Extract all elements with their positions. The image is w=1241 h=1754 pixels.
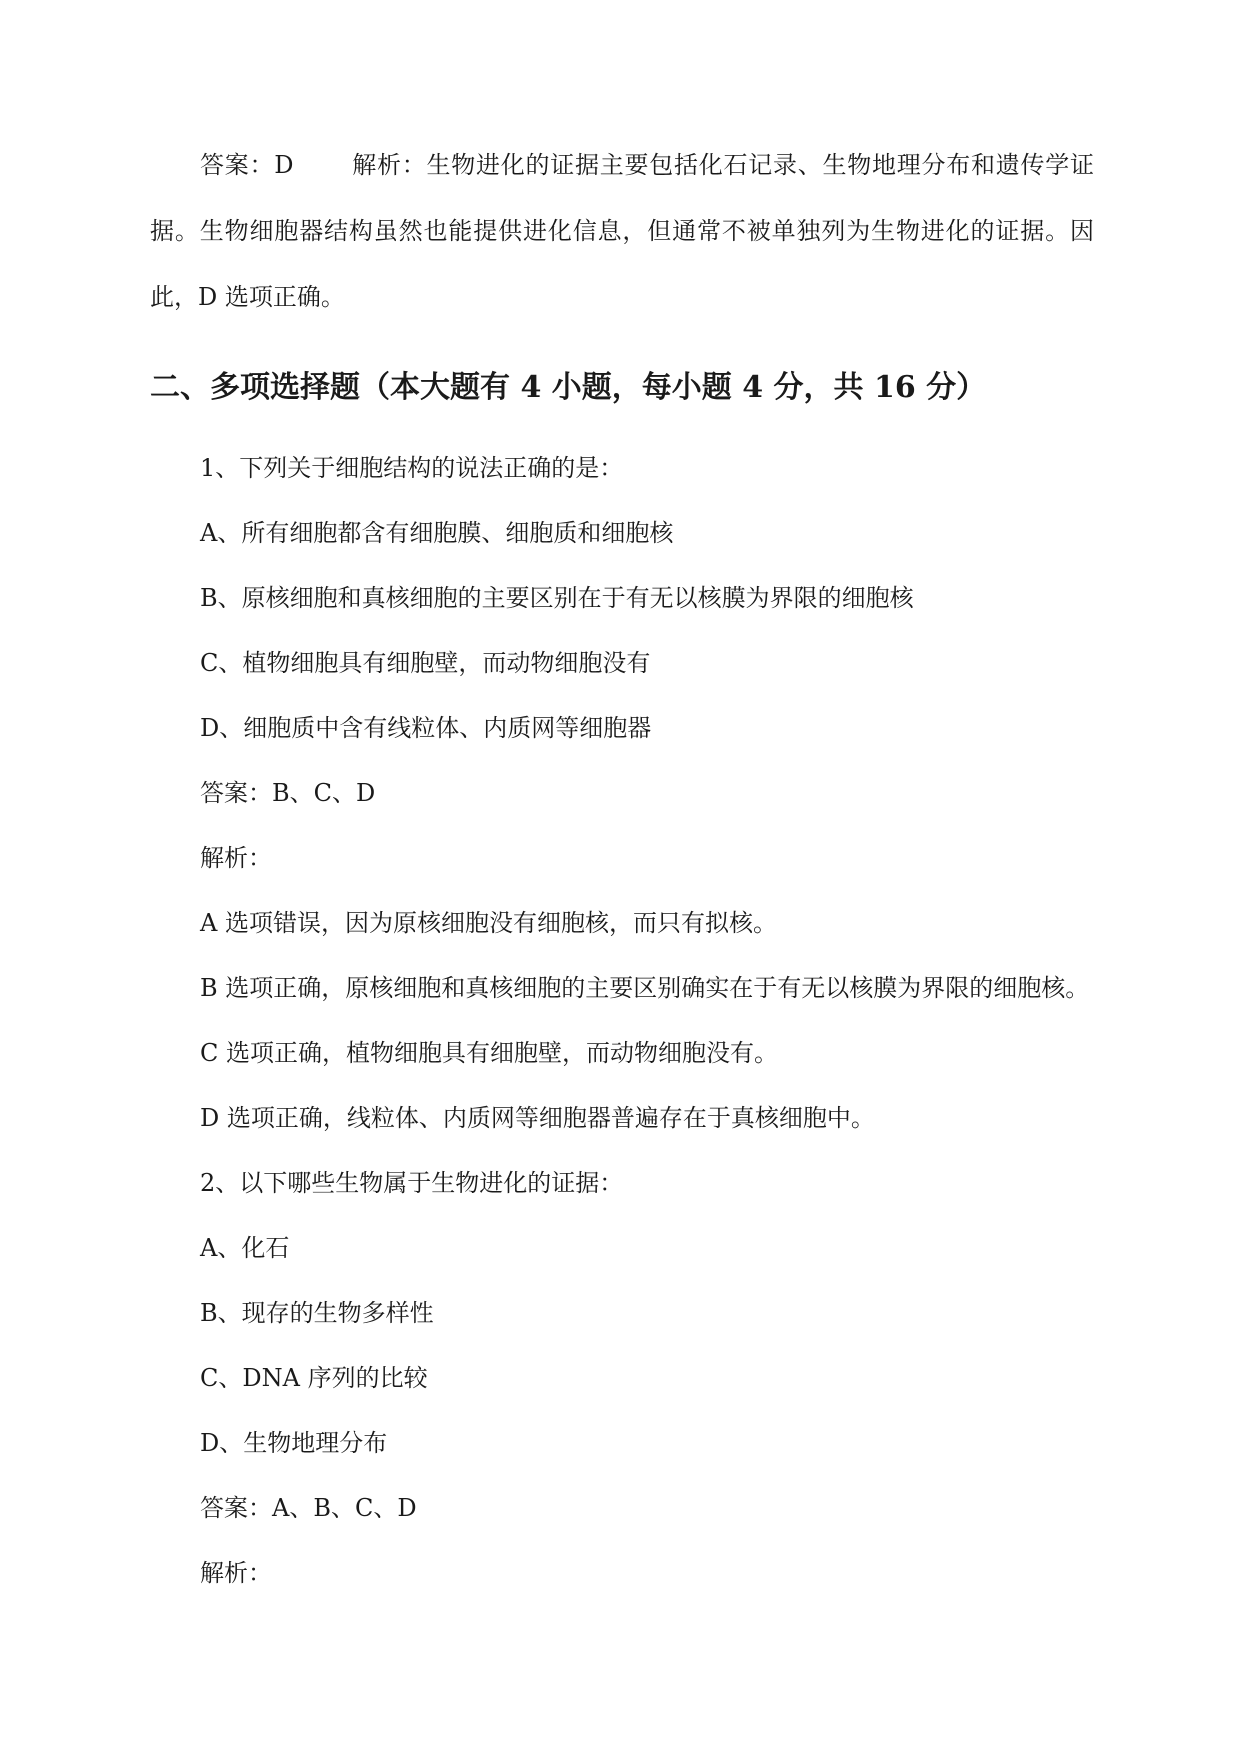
prev-answer: 答案：D (200, 151, 294, 179)
q2-option-c: C、DNA 序列的比较 (200, 1364, 428, 1392)
q1-stem: 1、下列关于细胞结构的说法正确的是： (200, 454, 624, 482)
section-title: 二、多项选择题（本大题有 4 小题，每小题 4 分，共 16 分） (150, 370, 987, 405)
q1-option-a: A、所有细胞都含有细胞膜、细胞质和细胞核 (200, 519, 674, 547)
q1-analysis-a: A 选项错误，因为原核细胞没有细胞核，而只有拟核。 (200, 909, 777, 937)
q2-option-a: A、化石 (200, 1234, 290, 1262)
q1-option-c: C、植物细胞具有细胞壁，而动物细胞没有 (200, 649, 651, 677)
q1-analysis-b: B 选项正确，原核细胞和真核细胞的主要区别确实在于有无以核膜为界限的细胞核。 (200, 974, 1090, 1002)
q2-analysis-label: 解析： (200, 1559, 272, 1587)
q2-option-d: D、生物地理分布 (200, 1429, 388, 1457)
q2-option-b: B、现存的生物多样性 (200, 1299, 434, 1327)
prev-analysis: 解析：生物进化的证据主要包括化石记录、生物地理分布和遗传学证据。生物细胞器结构虽然也能提供进化信息，但通常不被单独列为生物进化的证据。因此，D 选项正确。 (150, 151, 1094, 311)
prev-answer-paragraph (150, 132, 1094, 330)
q1-option-d: D、细胞质中含有线粒体、内质网等细胞器 (200, 714, 652, 742)
q1-analysis-c: C 选项正确，植物细胞具有细胞壁，而动物细胞没有。 (200, 1039, 778, 1067)
q2-answer: 答案：A、B、C、D (200, 1494, 417, 1522)
q1-analysis-label: 解析： (200, 844, 272, 872)
q1-answer: 答案：B、C、D (200, 779, 376, 807)
q1-option-b: B、原核细胞和真核细胞的主要区别在于有无以核膜为界限的细胞核 (200, 584, 914, 612)
q2-stem: 2、以下哪些生物属于生物进化的证据： (200, 1169, 624, 1197)
q1-analysis-d: D 选项正确，线粒体、内质网等细胞器普遍存在于真核细胞中。 (200, 1104, 875, 1132)
